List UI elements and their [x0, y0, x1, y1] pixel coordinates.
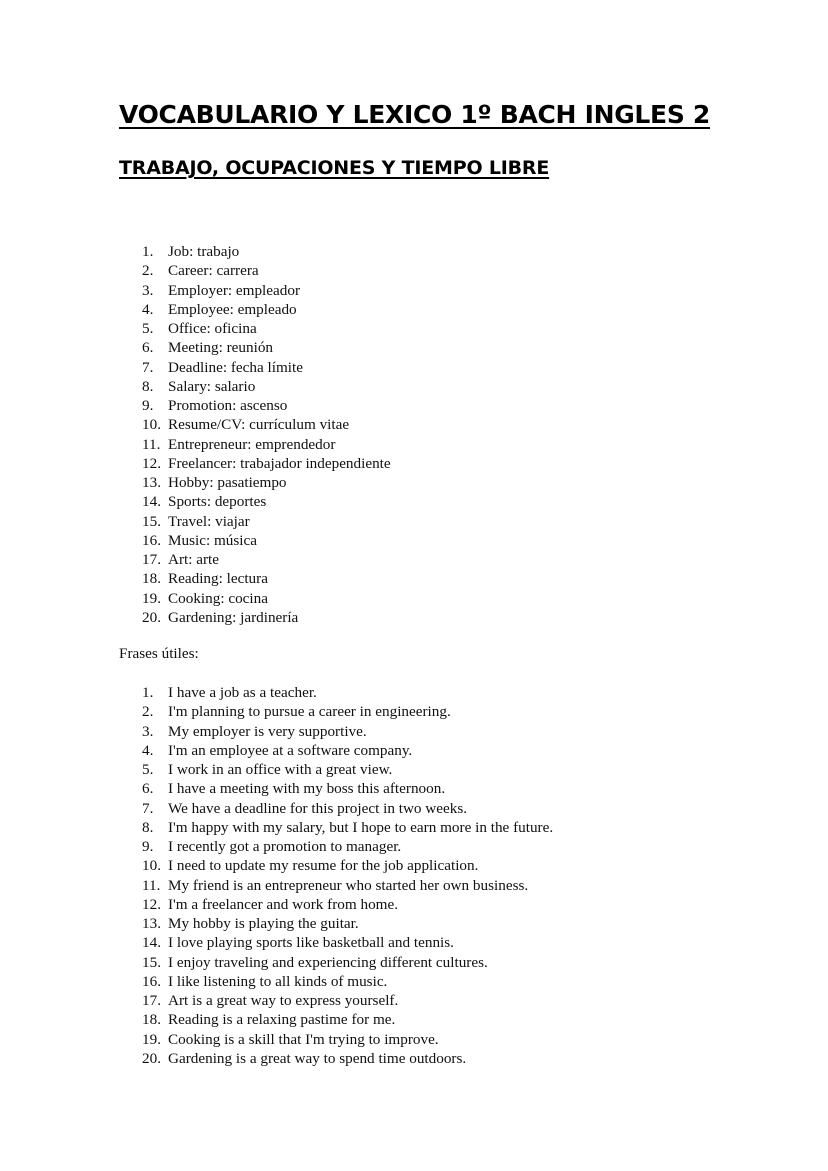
item-text: I recently got a promotion to manager. [168, 838, 402, 855]
item-text: Music: música [168, 531, 258, 549]
item-text: I'm planning to pursue a career in engineering. [168, 703, 451, 721]
list-item [142, 876, 553, 895]
phrases-list [142, 683, 553, 1068]
list-item [142, 683, 553, 702]
list-item [142, 492, 391, 511]
list-item [142, 358, 391, 377]
item-number: 2. [142, 703, 154, 721]
item-text: Art is a great way to express yourself. [168, 992, 399, 1009]
item-number: 9. [142, 838, 154, 855]
list-item [142, 242, 391, 261]
item-number: 13. [142, 474, 161, 491]
item-text: Cooking: cocina [168, 589, 268, 607]
item-text: My hobby is playing the guitar. [168, 915, 359, 932]
item-text: I need to update my resume for the job application. [168, 857, 479, 875]
list-item [142, 531, 391, 550]
item-text: Art: arte [168, 551, 220, 568]
item-number: 17. [142, 992, 161, 1009]
item-number: 9. [142, 397, 154, 414]
item-text: Sports: deportes [168, 493, 267, 511]
item-text: Gardening is a great way to spend time outdoors. [168, 1049, 467, 1067]
list-item [142, 454, 391, 473]
item-number: 15. [142, 953, 161, 971]
item-number: 19. [142, 589, 161, 607]
item-text: My friend is an entrepreneur who started her own business. [168, 876, 529, 894]
item-text: Reading is a relaxing pastime for me. [168, 1011, 396, 1029]
item-number: 4. [142, 741, 154, 759]
item-number: 5. [142, 320, 154, 337]
item-text: I have a meeting with my boss this afternoon. [168, 780, 446, 798]
item-number: 12. [142, 454, 161, 472]
item-number: 14. [142, 493, 161, 511]
list-item [142, 799, 553, 818]
item-number: 1. [142, 243, 154, 260]
list-item [142, 261, 391, 280]
item-text: Gardening: jardinería [168, 608, 299, 626]
item-text: Hobby: pasatiempo [168, 474, 287, 491]
list-item [142, 914, 553, 933]
item-text: Deadline: fecha límite [168, 358, 303, 376]
item-number: 8. [142, 377, 154, 395]
item-text: Employee: empleado [168, 300, 297, 318]
item-number: 10. [142, 857, 161, 875]
list-item [142, 589, 391, 608]
item-text: Office: oficina [168, 320, 257, 337]
item-number: 16. [142, 531, 161, 549]
item-number: 3. [142, 281, 154, 299]
item-text: I have a job as a teacher. [168, 684, 317, 701]
list-item [142, 608, 391, 627]
list-item [142, 933, 553, 952]
item-text: We have a deadline for this project in two weeks. [168, 799, 468, 817]
item-number: 6. [142, 780, 154, 798]
list-item [142, 779, 553, 798]
list-item [142, 300, 391, 319]
item-text: I enjoy traveling and experiencing different cultures. [168, 953, 488, 971]
item-number: 7. [142, 799, 154, 817]
list-item [142, 953, 553, 972]
item-text: I'm happy with my salary, but I hope to earn more in the future. [168, 818, 554, 836]
list-item [142, 319, 391, 338]
phrases-heading: Frases útiles: [119, 645, 199, 662]
item-number: 4. [142, 300, 154, 318]
item-number: 11. [142, 876, 161, 894]
item-text: Reading: lectura [168, 570, 268, 588]
item-text: I like listening to all kinds of music. [168, 972, 388, 990]
item-number: 5. [142, 761, 154, 778]
document-title: VOCABULARIO Y LEXICO 1º BACH INGLES 2 [119, 100, 711, 129]
item-number: 8. [142, 818, 154, 836]
list-item [142, 338, 391, 357]
item-text: Employer: empleador [168, 281, 301, 299]
item-number: 3. [142, 722, 154, 740]
item-number: 7. [142, 358, 154, 376]
list-item [142, 818, 553, 837]
document-subtitle: TRABAJO, OCUPACIONES Y TIEMPO LIBRE [119, 157, 550, 179]
item-number: 15. [142, 512, 161, 530]
item-text: I love playing sports like basketball and tennis. [168, 934, 454, 952]
item-number: 17. [142, 551, 161, 568]
item-number: 18. [142, 570, 161, 588]
item-number: 2. [142, 262, 154, 280]
list-item [142, 281, 391, 300]
item-number: 6. [142, 339, 154, 357]
item-number: 19. [142, 1030, 161, 1048]
item-number: 16. [142, 972, 161, 990]
item-text: Resume/CV: currículum vitae [168, 416, 350, 434]
item-text: I work in an office with a great view. [168, 761, 393, 778]
item-text: Career: carrera [168, 262, 259, 280]
list-item [142, 435, 391, 454]
item-number: 14. [142, 934, 161, 952]
item-number: 20. [142, 608, 161, 626]
list-item [142, 895, 553, 914]
list-item [142, 377, 391, 396]
list-item [142, 396, 391, 415]
item-text: Travel: viajar [168, 512, 250, 530]
vocabulary-list [142, 242, 391, 627]
list-item [142, 972, 553, 991]
item-number: 13. [142, 915, 161, 932]
list-item [142, 1030, 553, 1049]
item-text: Meeting: reunión [168, 339, 274, 357]
list-item [142, 1010, 553, 1029]
list-item [142, 569, 391, 588]
item-text: Entrepreneur: emprendedor [168, 435, 336, 453]
list-item [142, 1049, 553, 1068]
item-text: Promotion: ascenso [168, 397, 288, 414]
item-text: I'm an employee at a software company. [168, 741, 413, 759]
list-item [142, 991, 553, 1010]
item-text: I'm a freelancer and work from home. [168, 895, 399, 913]
list-item [142, 722, 553, 741]
list-item [142, 473, 391, 492]
list-item [142, 550, 391, 569]
list-item [142, 837, 553, 856]
item-text: Job: trabajo [168, 243, 240, 260]
list-item [142, 760, 553, 779]
item-text: Salary: salario [168, 377, 256, 395]
item-number: 20. [142, 1049, 161, 1067]
list-item [142, 512, 391, 531]
item-number: 10. [142, 416, 161, 434]
list-item [142, 702, 553, 721]
list-item [142, 741, 553, 760]
item-number: 1. [142, 684, 154, 701]
item-text: My employer is very supportive. [168, 722, 367, 740]
item-text: Freelancer: trabajador independiente [168, 454, 391, 472]
item-text: Cooking is a skill that I'm trying to improve. [168, 1030, 439, 1048]
list-item [142, 415, 391, 434]
list-item [142, 856, 553, 875]
item-number: 12. [142, 895, 161, 913]
item-number: 18. [142, 1011, 161, 1029]
item-number: 11. [142, 435, 161, 453]
